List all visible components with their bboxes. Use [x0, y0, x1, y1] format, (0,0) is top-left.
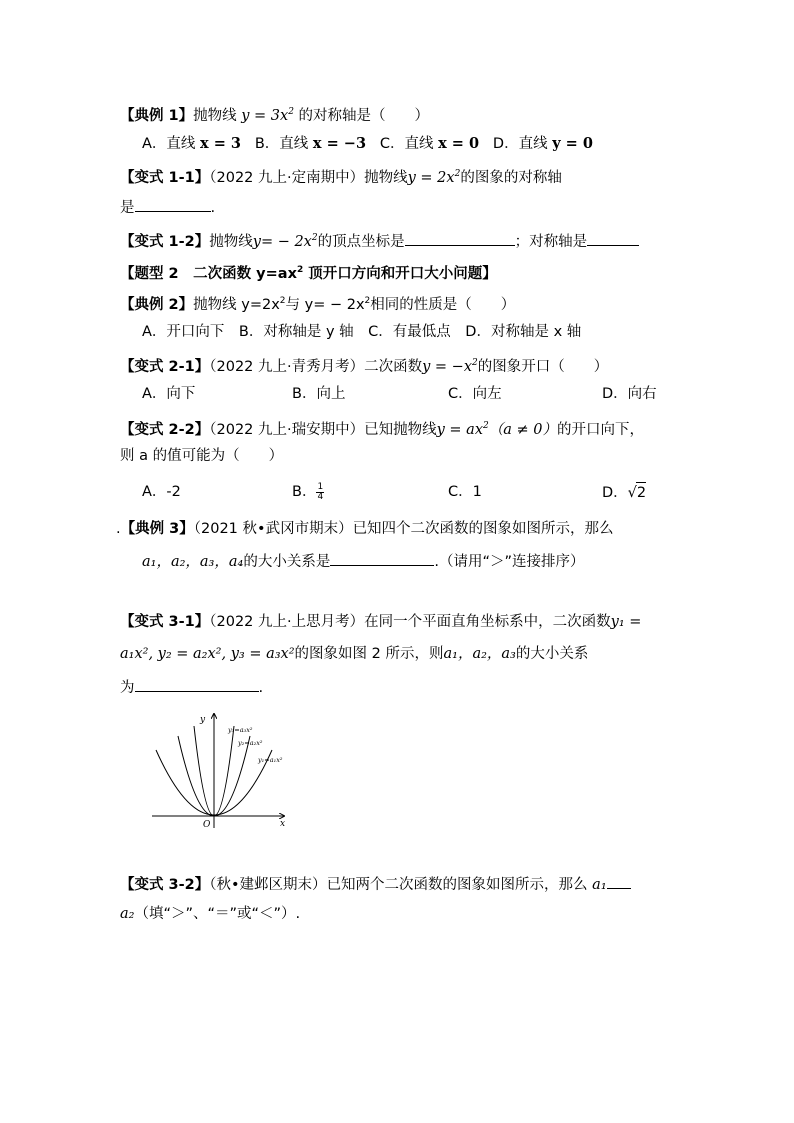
y-axis-label: y [200, 715, 206, 725]
origin-label: O [203, 820, 211, 830]
option-c: C．1 [448, 484, 482, 500]
example-1-options [142, 134, 593, 154]
x-axis-label: x [280, 819, 286, 829]
variant-3-1-line2: a₁x², y₂ = a₂x², y₃ = a₃x²的图象如图 2 所示，则a₁，a₂，a₃的大小关系 [120, 646, 589, 662]
parabola-figure [148, 708, 318, 832]
fraction-one-quarter: $\frac{1}{4}$ [317, 481, 324, 502]
curve-label-y1: y₁=a₁x² [258, 756, 283, 764]
example-1-formula: $y = 3x^2$ [241, 107, 294, 124]
sqrt-radicand: 2 [636, 482, 646, 503]
variant-3-1-question: 【变式 3-1】（2022 九上·上思月考）在同一个平面直角坐标系中，二次函数y₁ = [120, 614, 642, 630]
variant-2-2-question: 【变式 2-2】（2022 九上·瑞安期中）已知抛物线$y = ax^2(a \ne 0)$的开口向下， [120, 421, 644, 438]
variant-1-1-question: 【变式 1-1】（2022 九上·定南期中）抛物线$y = 2x^2$的图象的对称轴 [120, 169, 562, 186]
topic-2-heading: 【题型 2 二次函数 $y=ax^2$ 顶开口方向和开口大小问题】 [120, 265, 497, 282]
option-a: A．向下 [142, 386, 196, 402]
option-d: D．向右 [602, 386, 657, 402]
option-b: B．直线 x = −3 [254, 135, 367, 152]
option-a: A．-2 [142, 484, 181, 500]
variant-1-2-question: 【变式 1-2】抛物线$y= - 2x^2$的顶点坐标是 ；对称轴是 [120, 228, 639, 252]
answer-blank[interactable] [135, 196, 211, 212]
answer-blank[interactable] [330, 550, 434, 566]
example-1-question: 【典例 1】抛物线 $y = 3x^2$ 的对称轴是（ ） [120, 107, 430, 124]
variant-1-1-answer-line: 是 . [120, 196, 215, 218]
example-2-options: A．开口向下 B．对称轴是 y 轴 C．有最低点 D．对称轴是 x 轴 [142, 324, 582, 340]
variant-3-1-line3: 为 . [120, 676, 263, 698]
answer-blank[interactable] [135, 676, 259, 692]
curve-label-y3: y₃=a₃x² [228, 726, 253, 734]
option-d: D．√2 [602, 482, 646, 503]
option-a: A．直线 x = 3 [142, 135, 242, 152]
variant-3-2-line2: a₂（填“＞”、“＝”或“＜”）. [120, 906, 301, 922]
answer-blank[interactable] [607, 873, 631, 889]
example-3-line2: a₁，a₂，a₃，a₄的大小关系是 .（请用“＞”连接排序） [142, 550, 584, 572]
variant-2-2-line2: 则 a 的值可能为（ ） [120, 448, 284, 464]
example-2-question: 【典例 2】抛物线 $y=2x^2$与 $y= - 2x^2$相同的性质是（ ） [120, 296, 516, 313]
example-1-tag: 【典例 1】 [120, 107, 194, 124]
vertex-blank[interactable] [405, 230, 515, 246]
curve-label-y2: y₂=a₂x² [238, 739, 263, 747]
axis-blank[interactable] [587, 230, 639, 246]
example-3-question: .【典例 3】（2021 秋•武冈市期末）已知四个二次函数的图象如图所示，那么 [116, 521, 614, 537]
option-b: B．向上 [292, 386, 346, 402]
option-c: C．向左 [448, 386, 502, 402]
variant-2-1-question: 【变式 2-1】（2022 九上·青秀月考）二次函数$y = -x^2$的图象开口（ ） [120, 358, 609, 375]
variant-3-2-question: 【变式 3-2】（秋•建邺区期末）已知两个二次函数的图象如图所示，那么 a₁ [120, 873, 631, 895]
option-b: B． $\frac{1}{4}$ [292, 481, 324, 502]
option-c: C．直线 x = 0 [379, 135, 480, 152]
option-d: D．直线 y = 0 [492, 135, 593, 152]
